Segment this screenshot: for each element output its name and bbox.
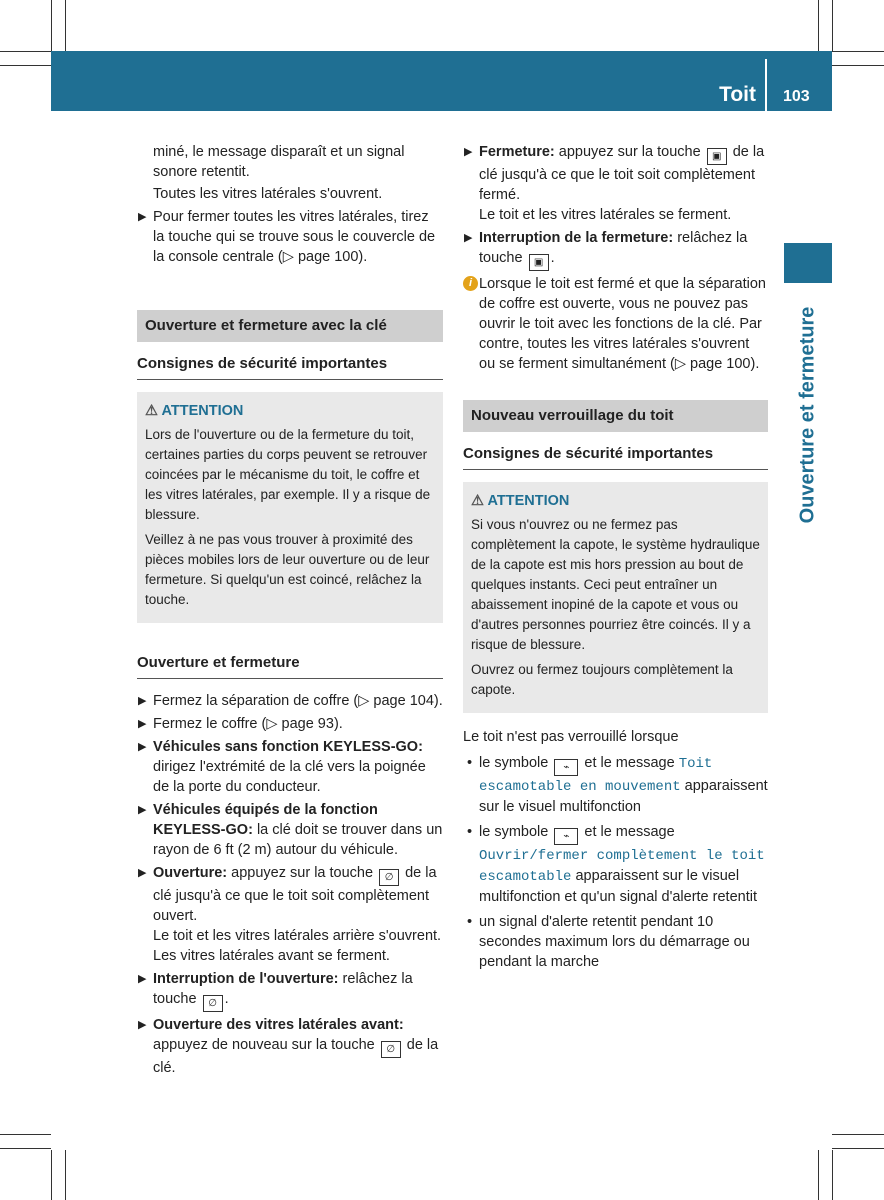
- warning-text: Ouvrez ou fermez toujours complètement la capote.: [471, 662, 733, 697]
- unlock-icon: ∅: [381, 1041, 401, 1058]
- list-item: ▶ Interruption de l'ouverture: relâchez la touche ∅ .: [137, 969, 443, 1012]
- crop-mark: [65, 0, 66, 51]
- left-column: [137, 142, 443, 1081]
- convertible-roof-icon: ⌁: [554, 828, 578, 845]
- crop-mark: [51, 0, 52, 51]
- subsection-heading: Ouverture et fermeture: [137, 641, 443, 679]
- crop-mark: [832, 51, 884, 52]
- list-item: ▶ Interruption de la fermeture: relâchez la touche ▣ .: [463, 228, 768, 271]
- arrow-right-icon: ▶: [138, 718, 147, 730]
- warning-box: [137, 392, 443, 623]
- list-item: ▶ Ouverture: appuyez sur la touche ∅ de la clé jusqu'à ce que le toit soit complètement ouvert. Le toit et les vitres latérales arrière s'ouvrent. Les vitres latérales avant se ferment.: [138, 865, 442, 964]
- crop-mark: [818, 0, 819, 51]
- crop-mark: [0, 1134, 51, 1135]
- warning-text: Veillez à ne pas vous trouver à proximité des pièces mobiles lors de leur ouverture ou de leur fermeture. Si quelqu'un est coincé, relâchez la touche.: [145, 532, 430, 607]
- warning-text: Lors de l'ouverture ou de la fermeture du toit, certaines parties du corps peuvent se retrouver coincées par le mécanisme du toit, le coffre et les vitres latérales, par exemple. Il y a risque de blessure.: [145, 427, 431, 522]
- list-item: • le symbole ⌁ et le message Ouvrir/fermer complètement le toit escamotable apparaissent sur le visuel multifonction et qu'un signal d'alerte retentit: [467, 824, 765, 905]
- list-item: ▶ Pour fermer toutes les vitres latérales, tirez la touche qui se trouve sous le couvercle de la console centrale (▷ page 100).: [138, 209, 436, 265]
- arrow-right-icon: ▶: [138, 867, 147, 879]
- arrow-right-icon: ▶: [138, 741, 147, 753]
- arrow-right-icon: ▶: [138, 1019, 147, 1031]
- warning-triangle-icon: ⚠: [471, 493, 484, 509]
- paragraph: Le toit n'est pas verrouillé lorsque: [463, 729, 679, 745]
- crop-mark: [832, 65, 884, 66]
- info-icon: i: [463, 276, 478, 291]
- lock-icon: ▣: [529, 254, 549, 271]
- arrow-right-icon: ▶: [138, 973, 147, 985]
- chapter-label: Ouverture et fermeture: [796, 306, 819, 524]
- arrow-right-icon: ▶: [464, 146, 473, 158]
- list-item: ▶ Fermeture: appuyez sur la touche ▣ de la clé jusqu'à ce que le toit soit complètement fermé. Le toit et les vitres latérales se ferment.: [464, 144, 765, 223]
- crop-mark: [65, 1150, 66, 1200]
- crop-mark: [832, 1150, 833, 1200]
- crop-mark: [818, 1150, 819, 1200]
- unlock-icon: ∅: [203, 995, 223, 1012]
- section-title: Ouverture et fermeture avec la clé: [137, 310, 443, 342]
- list-item: ▶ Fermez la séparation de coffre (▷ page 104).: [138, 693, 443, 709]
- crop-mark: [832, 1134, 884, 1135]
- list-item: • un signal d'alerte retentit pendant 10 secondes maximum lors du démarrage ou pendant la marche: [467, 914, 750, 970]
- crop-mark: [832, 1148, 884, 1149]
- warning-box: [463, 482, 768, 713]
- unlock-icon: ∅: [379, 869, 399, 886]
- list-item: ▶ Fermez le coffre (▷ page 93).: [138, 716, 343, 732]
- arrow-right-icon: ▶: [464, 232, 473, 244]
- crop-mark: [0, 51, 51, 52]
- subsection-heading: Consignes de sécurité importantes: [463, 432, 768, 470]
- paragraph: miné, le message disparaît et un signal sonore retentit.: [153, 144, 405, 180]
- subsection-heading: Consignes de sécurité importantes: [137, 342, 443, 380]
- warning-triangle-icon: ⚠: [145, 403, 158, 419]
- crop-mark: [51, 1150, 52, 1200]
- page-number: 103: [783, 88, 810, 105]
- crop-mark: [0, 65, 51, 66]
- warning-title: ⚠ ATTENTION: [145, 403, 244, 419]
- page-header: [51, 51, 832, 111]
- list-item: ▶ Véhicules équipés de la fonction KEYLESS-GO: la clé doit se trouver dans un rayon de 6 ft (2 m) autour du véhicule.: [138, 802, 443, 858]
- arrow-right-icon: ▶: [138, 211, 147, 223]
- arrow-right-icon: ▶: [138, 695, 147, 707]
- warning-title: ⚠ ATTENTION: [471, 493, 570, 509]
- section-title: Nouveau verrouillage du toit: [463, 400, 768, 432]
- list-item: ▶ Véhicules sans fonction KEYLESS-GO: dirigez l'extrémité de la clé vers la poignée de la porte du conducteur.: [138, 739, 426, 795]
- warning-text: Si vous n'ouvrez ou ne fermez pas complètement la capote, le système hydraulique de la capote est mis hors pression au bout de quelques instants. Ceci peut entraîner un abaissement inopiné de la capote et vous ou d'autres personnes pourriez être coincés. Il y a risque de blessure.: [471, 517, 760, 652]
- list-item: ▶ Ouverture des vitres latérales avant: appuyez de nouveau sur la touche ∅ de la clé.: [138, 1017, 439, 1076]
- arrow-right-icon: ▶: [138, 804, 147, 816]
- list-item: • le symbole ⌁ et le message Toit escamotable en mouvement apparaissent sur le visuel multifonction: [467, 755, 768, 815]
- header-divider: [765, 59, 767, 111]
- crop-mark: [832, 0, 833, 51]
- lock-icon: ▣: [707, 148, 727, 165]
- right-column: [463, 142, 768, 977]
- chapter-tab: [784, 243, 832, 283]
- paragraph: Toutes les vitres latérales s'ouvrent.: [153, 186, 383, 202]
- convertible-roof-icon: ⌁: [554, 759, 578, 776]
- page-title: Toit: [719, 83, 756, 106]
- crop-mark: [0, 1148, 51, 1149]
- info-note: i Lorsque le toit est fermé et que la séparation de coffre est ouverte, vous ne pouvez pas ouvrir le toit avec les fonctions de la clé. Par contre, toutes les vitres latérales s'ouvrent ou se ferment simultanément (▷ page 100).: [463, 274, 768, 374]
